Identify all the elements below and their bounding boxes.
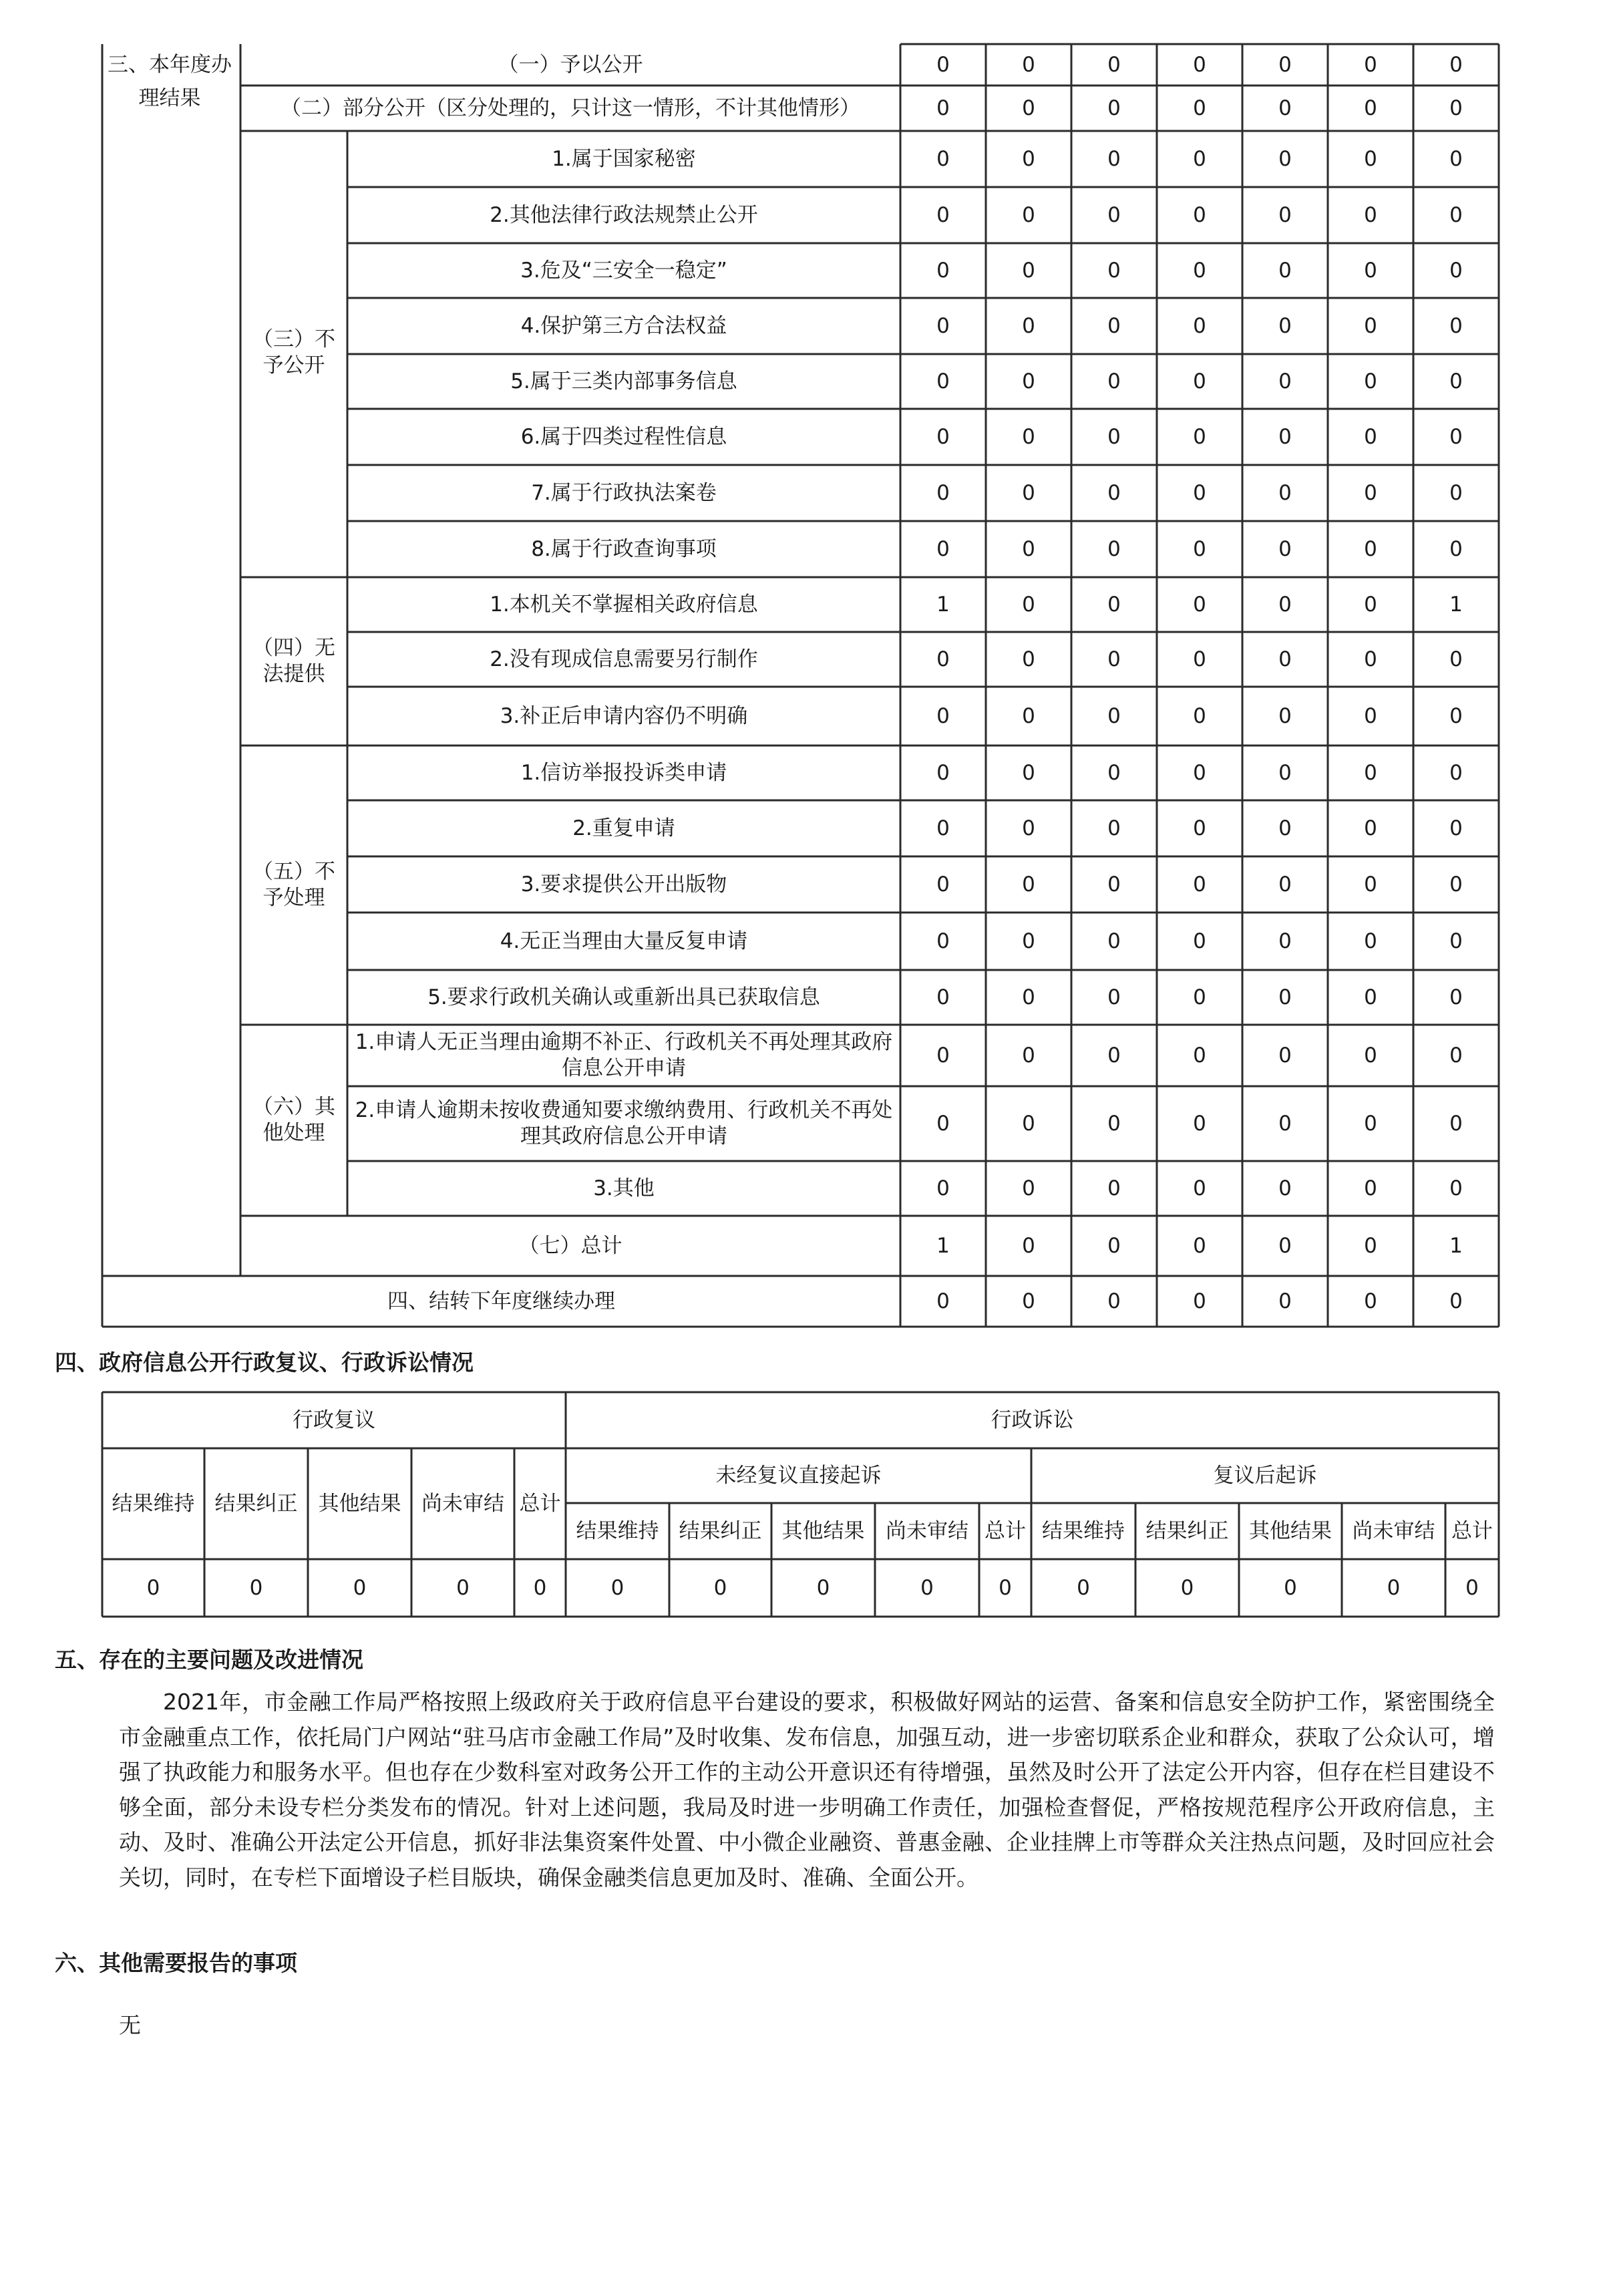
litigation-value-cell: 0: [1180, 1575, 1194, 1600]
direct-lawsuit-header: 未经复议直接起诉: [715, 1463, 882, 1488]
table3-value-cell: 0: [1022, 760, 1035, 785]
review-subheader: 结果纠正: [214, 1491, 298, 1516]
table3-value-cell: 1: [1449, 1233, 1463, 1258]
table3-value-cell: 0: [936, 480, 950, 505]
litigation-value-cell: 0: [713, 1575, 727, 1600]
table3-value-cell: 0: [1364, 369, 1377, 393]
table3-value-cell: 0: [1278, 424, 1292, 449]
table3-value-cell: 0: [1364, 816, 1377, 840]
table3-value-cell: 0: [936, 96, 950, 120]
table3-value-cell: 0: [1022, 258, 1035, 283]
table3-value-cell: 0: [1278, 1176, 1292, 1200]
table3-value-cell: 0: [1107, 96, 1121, 120]
table3-value-cell: 0: [1364, 52, 1377, 77]
table3-value-cell: 0: [1107, 424, 1121, 449]
table3-value-cell: 0: [1449, 1043, 1463, 1068]
table3-value-cell: 0: [1193, 703, 1206, 728]
table3-row-label: 5.要求行政机关确认或重新出具已获取信息: [427, 985, 820, 1009]
table3-value-cell: 0: [1107, 647, 1121, 671]
section5-paragraph: 2021年，市金融工作局严格按照上级政府关于政府信息平台建设的要求，积极做好网站的运营、备案和信息安全防护工作，紧密围绕全市金融重点工作，依托局门户网站“驻马店市金融工作局”及时收集、发布信息，加强互动，进一步密切联系企业和群众，获取了公众认可，增强了执政能力和服务水平。但也存在少数科室对政务公开工作的主动公开意识还有待增强，虽然及时公开了法定公开内容，但存在栏目建设不够全面，部分未设专栏分类发布的情况。针对上述问题，我局及时进一步明确工作责任，加强检查督促，严格按规范程序公开政府信息，主动、及时、准确公开法定公开信息，抓好非法集资案件处置、中小微企业融资、普惠金融、企业挂牌上市等群众关注热点问题，及时回应社会关切，同时，在专栏下面增设子栏目版块，确保金融类信息更加及时、准确、全面公开。: [119, 1689, 1495, 1891]
review-header: 行政复议: [293, 1408, 375, 1432]
table3-value-cell: 0: [1278, 872, 1292, 896]
table3-value-cell: 0: [1449, 424, 1463, 449]
table3-row-label: 5.属于三类内部事务信息: [510, 369, 737, 393]
group-label-6: （六）其他处理: [252, 1095, 335, 1145]
table3-value-cell: 0: [936, 647, 950, 671]
litigation-subheader: 总计: [985, 1518, 1026, 1543]
table3-value-cell: 0: [936, 985, 950, 1009]
table3-value-cell: 0: [1107, 313, 1121, 338]
table3-value-cell: 0: [1107, 369, 1121, 393]
table3-value-cell: 0: [1449, 146, 1463, 171]
table3-value-cell: 0: [1107, 929, 1121, 953]
table3-value-cell: 0: [1278, 703, 1292, 728]
litigation-subheader: 结果维持: [576, 1518, 659, 1543]
table3-value-cell: 0: [1193, 1111, 1206, 1136]
litigation-subheader: 结果纠正: [679, 1518, 762, 1543]
litigation-subheader: 总计: [1451, 1518, 1493, 1543]
table3-value-cell: 0: [1022, 592, 1035, 617]
table3-value-cell: 1: [1449, 592, 1463, 617]
table3-value-cell: 0: [1449, 96, 1463, 120]
table3-value-cell: 0: [936, 1289, 950, 1313]
litigation-value-cell: 0: [1284, 1575, 1297, 1600]
table3-value-cell: 0: [1364, 202, 1377, 227]
table3-value-cell: 0: [1022, 929, 1035, 953]
table3-value-cell: 0: [936, 258, 950, 283]
litigation-value-cell: 0: [1465, 1575, 1479, 1600]
table3-value-cell: 0: [936, 146, 950, 171]
table3-value-cell: 0: [1449, 480, 1463, 505]
table3-value-cell: 0: [1278, 480, 1292, 505]
group-label-4: （四）无法提供: [252, 636, 335, 686]
table3-value-cell: 0: [936, 872, 950, 896]
table3-value-cell: 0: [936, 703, 950, 728]
review-value-cell: 0: [353, 1575, 367, 1600]
table3-value-cell: 0: [1364, 480, 1377, 505]
table3-value-cell: 0: [1022, 816, 1035, 840]
group-label-5: （五）不予处理: [252, 860, 335, 910]
table3-row-label: 3.其他: [593, 1176, 655, 1200]
table3-value-cell: 0: [1193, 872, 1206, 896]
table3-value-cell: 0: [1278, 1043, 1292, 1068]
table3-row-label: 1.本机关不掌握相关政府信息: [490, 592, 758, 617]
table3-value-cell: 0: [1449, 1111, 1463, 1136]
table3-value-cell: 0: [1278, 52, 1292, 77]
table3-row-label: 6.属于四类过程性信息: [520, 424, 727, 449]
section6-heading: 六、其他需要报告的事项: [55, 1950, 297, 1976]
table3-value-cell: 0: [1022, 202, 1035, 227]
table3-value-cell: 0: [1022, 647, 1035, 671]
table3-row-label: 3.补正后申请内容仍不明确: [500, 703, 748, 728]
litigation-value-cell: 0: [1077, 1575, 1090, 1600]
review-subheader: 总计: [519, 1491, 561, 1516]
review-subheader: 其他结果: [318, 1491, 401, 1516]
table3-value-cell: 0: [1364, 760, 1377, 785]
table3-value-cell: 0: [1022, 985, 1035, 1009]
table3-value-cell: 0: [1364, 592, 1377, 617]
table3-value-cell: 0: [1022, 1043, 1035, 1068]
table3-value-cell: 0: [1193, 146, 1206, 171]
table3-value-cell: 0: [1449, 929, 1463, 953]
table3-row-label: 1.申请人无正当理由逾期不补正、行政机关不再处理其政府信息公开申请: [355, 1030, 893, 1080]
table3-value-cell: 0: [1364, 872, 1377, 896]
table3-value-cell: 0: [1022, 369, 1035, 393]
table3-row-label: 1.属于国家秘密: [552, 146, 696, 171]
section3-label: 三、本年度办理结果: [108, 53, 232, 110]
table3-value-cell: 0: [1193, 929, 1206, 953]
table3-value-cell: 0: [936, 536, 950, 561]
review-subheader: 尚未审结: [421, 1491, 504, 1516]
table3-row-label: 1.信访举报投诉类申请: [520, 760, 727, 785]
table3-value-cell: 0: [1278, 313, 1292, 338]
table3-value-cell: 0: [1364, 1043, 1377, 1068]
section5-heading: 五、存在的主要问题及改进情况: [55, 1647, 363, 1673]
table3-value-cell: 0: [1022, 536, 1035, 561]
table3-value-cell: 0: [1193, 816, 1206, 840]
review-value-cell: 0: [533, 1575, 547, 1600]
table3-value-cell: 0: [1022, 480, 1035, 505]
table3-value-cell: 0: [1107, 1289, 1121, 1313]
table3-value-cell: 0: [1193, 369, 1206, 393]
table3-value-cell: 0: [1107, 1111, 1121, 1136]
table3-value-cell: 0: [1022, 1233, 1035, 1258]
table3-value-cell: 0: [1193, 313, 1206, 338]
table3-value-cell: 0: [1449, 202, 1463, 227]
table3-value-cell: 0: [1364, 1176, 1377, 1200]
table3-value-cell: 0: [1193, 96, 1206, 120]
table3-row-label: 2.申请人逾期未按收费通知要求缴纳费用、行政机关不再处理其政府信息公开申请: [355, 1098, 893, 1148]
table3-value-cell: 0: [1278, 146, 1292, 171]
table3-row-label: 7.属于行政执法案卷: [531, 480, 717, 505]
table3-value-cell: 0: [1107, 536, 1121, 561]
table3-row-label: 2.重复申请: [572, 816, 675, 840]
table3-row-label: 3.要求提供公开出版物: [520, 872, 727, 896]
review-subheader: 结果维持: [112, 1491, 195, 1516]
table3-value-cell: 0: [1193, 258, 1206, 283]
table3-value-cell: 0: [1107, 202, 1121, 227]
section4-heading: 四、政府信息公开行政复议、行政诉讼情况: [55, 1349, 474, 1375]
table3-row-label: 4.保护第三方合法权益: [520, 313, 727, 338]
table3-value-cell: 0: [936, 1111, 950, 1136]
table3-value-cell: 0: [1278, 760, 1292, 785]
table3-value-cell: 0: [1022, 52, 1035, 77]
table3-value-cell: 0: [1278, 1233, 1292, 1258]
table3-value-cell: 0: [1449, 985, 1463, 1009]
table3-value-cell: 0: [1107, 480, 1121, 505]
table3-value-cell: 0: [1449, 872, 1463, 896]
table3-value-cell: 0: [1107, 1176, 1121, 1200]
table3-value-cell: 0: [1364, 313, 1377, 338]
table3-value-cell: 0: [936, 760, 950, 785]
table3-value-cell: 0: [936, 816, 950, 840]
table3-value-cell: 0: [1278, 369, 1292, 393]
table3-value-cell: 0: [1107, 985, 1121, 1009]
table3-value-cell: 0: [1364, 929, 1377, 953]
table3-value-cell: 0: [1364, 1233, 1377, 1258]
table3-value-cell: 0: [936, 929, 950, 953]
table3-value-cell: 0: [1107, 146, 1121, 171]
table3-value-cell: 0: [1449, 536, 1463, 561]
table3-value-cell: 1: [936, 592, 950, 617]
table3-value-cell: 0: [1364, 258, 1377, 283]
table3-value-cell: 0: [936, 1043, 950, 1068]
table3-value-cell: 0: [1449, 258, 1463, 283]
review-value-cell: 0: [146, 1575, 160, 1600]
table3-value-cell: 0: [936, 202, 950, 227]
table3-value-cell: 0: [1107, 592, 1121, 617]
litigation-subheader: 其他结果: [781, 1518, 865, 1543]
group-label-3: （三）不予公开: [252, 327, 335, 377]
table3-value-cell: 0: [1278, 202, 1292, 227]
table3-value-cell: 0: [936, 52, 950, 77]
table3-row-label: （七）总计: [518, 1233, 622, 1258]
table3-value-cell: 0: [1278, 647, 1292, 671]
table3-value-cell: 0: [1364, 146, 1377, 171]
table3-value-cell: 0: [1193, 760, 1206, 785]
table3-value-cell: 0: [1449, 369, 1463, 393]
after-review-header: 复议后起诉: [1213, 1463, 1317, 1488]
table3-value-cell: 0: [1364, 424, 1377, 449]
table3-value-cell: 0: [1449, 313, 1463, 338]
table3-value-cell: 0: [1278, 1111, 1292, 1136]
table3-value-cell: 0: [1193, 647, 1206, 671]
table3-row-label: （二）部分公开（区分处理的，只计这一情形，不计其他情形）: [281, 96, 860, 120]
table3-value-cell: 0: [1107, 1043, 1121, 1068]
table3-value-cell: 0: [1193, 1176, 1206, 1200]
table3-value-cell: 0: [1022, 313, 1035, 338]
table3-value-cell: 0: [936, 369, 950, 393]
table3-value-cell: 0: [1022, 146, 1035, 171]
table3-value-cell: 0: [1193, 1289, 1206, 1313]
litigation-subheader: 其他结果: [1249, 1518, 1332, 1543]
table3-value-cell: 0: [1022, 424, 1035, 449]
table3-value-cell: 0: [1107, 52, 1121, 77]
table3-value-cell: 0: [1278, 929, 1292, 953]
table3-value-cell: 0: [1278, 96, 1292, 120]
table3-value-cell: 0: [1449, 703, 1463, 728]
table3-value-cell: 0: [1278, 258, 1292, 283]
table3-value-cell: 0: [1193, 480, 1206, 505]
table3-value-cell: 0: [1449, 647, 1463, 671]
table3-row-label: 3.危及“三安全一稳定”: [520, 258, 727, 283]
table3-value-cell: 0: [1278, 816, 1292, 840]
litigation-subheader: 结果维持: [1042, 1518, 1125, 1543]
table3-value-cell: 0: [936, 313, 950, 338]
litigation-value-cell: 0: [999, 1575, 1012, 1600]
table3-value-cell: 0: [936, 1176, 950, 1200]
table3-value-cell: 0: [1022, 1289, 1035, 1313]
table3-value-cell: 0: [1449, 760, 1463, 785]
table3-value-cell: 0: [1022, 703, 1035, 728]
litigation-subheader: 结果纠正: [1145, 1518, 1229, 1543]
table3-value-cell: 0: [1193, 202, 1206, 227]
table3-value-cell: 0: [1278, 592, 1292, 617]
table3-value-cell: 0: [1193, 52, 1206, 77]
table3-value-cell: 0: [1364, 536, 1377, 561]
table3-value-cell: 0: [1107, 760, 1121, 785]
table3-value-cell: 0: [1364, 1289, 1377, 1313]
litigation-value-cell: 0: [816, 1575, 830, 1600]
table3-value-cell: 0: [1364, 985, 1377, 1009]
litigation-subheader: 尚未审结: [886, 1518, 968, 1543]
table3-value-cell: 0: [1364, 1111, 1377, 1136]
table3-value-cell: 0: [1449, 816, 1463, 840]
table3-value-cell: 0: [1193, 985, 1206, 1009]
section6-content: 无: [119, 2012, 141, 2038]
table3-value-cell: 0: [1022, 872, 1035, 896]
table3-row-label: （一）予以公开: [498, 52, 643, 77]
table3-value-cell: 0: [1449, 52, 1463, 77]
table3-value-cell: 0: [1193, 592, 1206, 617]
table3-value-cell: 0: [1022, 96, 1035, 120]
litigation-value-cell: 0: [1387, 1575, 1401, 1600]
table3-value-cell: 0: [1107, 1233, 1121, 1258]
litigation-value-cell: 0: [610, 1575, 624, 1600]
table3-value-cell: 0: [1022, 1176, 1035, 1200]
table3-value-cell: 0: [1107, 703, 1121, 728]
table3-row-label: 4.无正当理由大量反复申请: [500, 929, 748, 953]
table3-value-cell: 0: [936, 424, 950, 449]
table3-value-cell: 0: [1278, 536, 1292, 561]
table3-value-cell: 0: [1364, 647, 1377, 671]
table3-value-cell: 0: [1449, 1176, 1463, 1200]
litigation-subheader: 尚未审结: [1352, 1518, 1435, 1543]
table3-value-cell: 0: [1022, 1111, 1035, 1136]
table3-row-label: 8.属于行政查询事项: [531, 536, 717, 561]
table3-value-cell: 0: [1278, 985, 1292, 1009]
table3-value-cell: 0: [1107, 816, 1121, 840]
litigation-value-cell: 0: [920, 1575, 934, 1600]
review-value-cell: 0: [249, 1575, 263, 1600]
table3-value-cell: 0: [1364, 703, 1377, 728]
table3-value-cell: 1: [936, 1233, 950, 1258]
litigation-header: 行政诉讼: [991, 1408, 1074, 1432]
review-value-cell: 0: [456, 1575, 470, 1600]
table3-value-cell: 0: [1193, 536, 1206, 561]
table3-value-cell: 0: [1193, 1233, 1206, 1258]
table3-value-cell: 0: [1193, 1043, 1206, 1068]
table3-value-cell: 0: [1449, 1289, 1463, 1313]
table3-value-cell: 0: [1107, 872, 1121, 896]
table3-value-cell: 0: [1193, 424, 1206, 449]
table3-row-label: 2.其他法律行政法规禁止公开: [490, 202, 758, 227]
table3-value-cell: 0: [1278, 1289, 1292, 1313]
table3-value-cell: 0: [1364, 96, 1377, 120]
table3-row-label: 四、结转下年度继续办理: [387, 1289, 615, 1313]
table3-row-label: 2.没有现成信息需要另行制作: [490, 647, 758, 671]
table3-value-cell: 0: [1107, 258, 1121, 283]
